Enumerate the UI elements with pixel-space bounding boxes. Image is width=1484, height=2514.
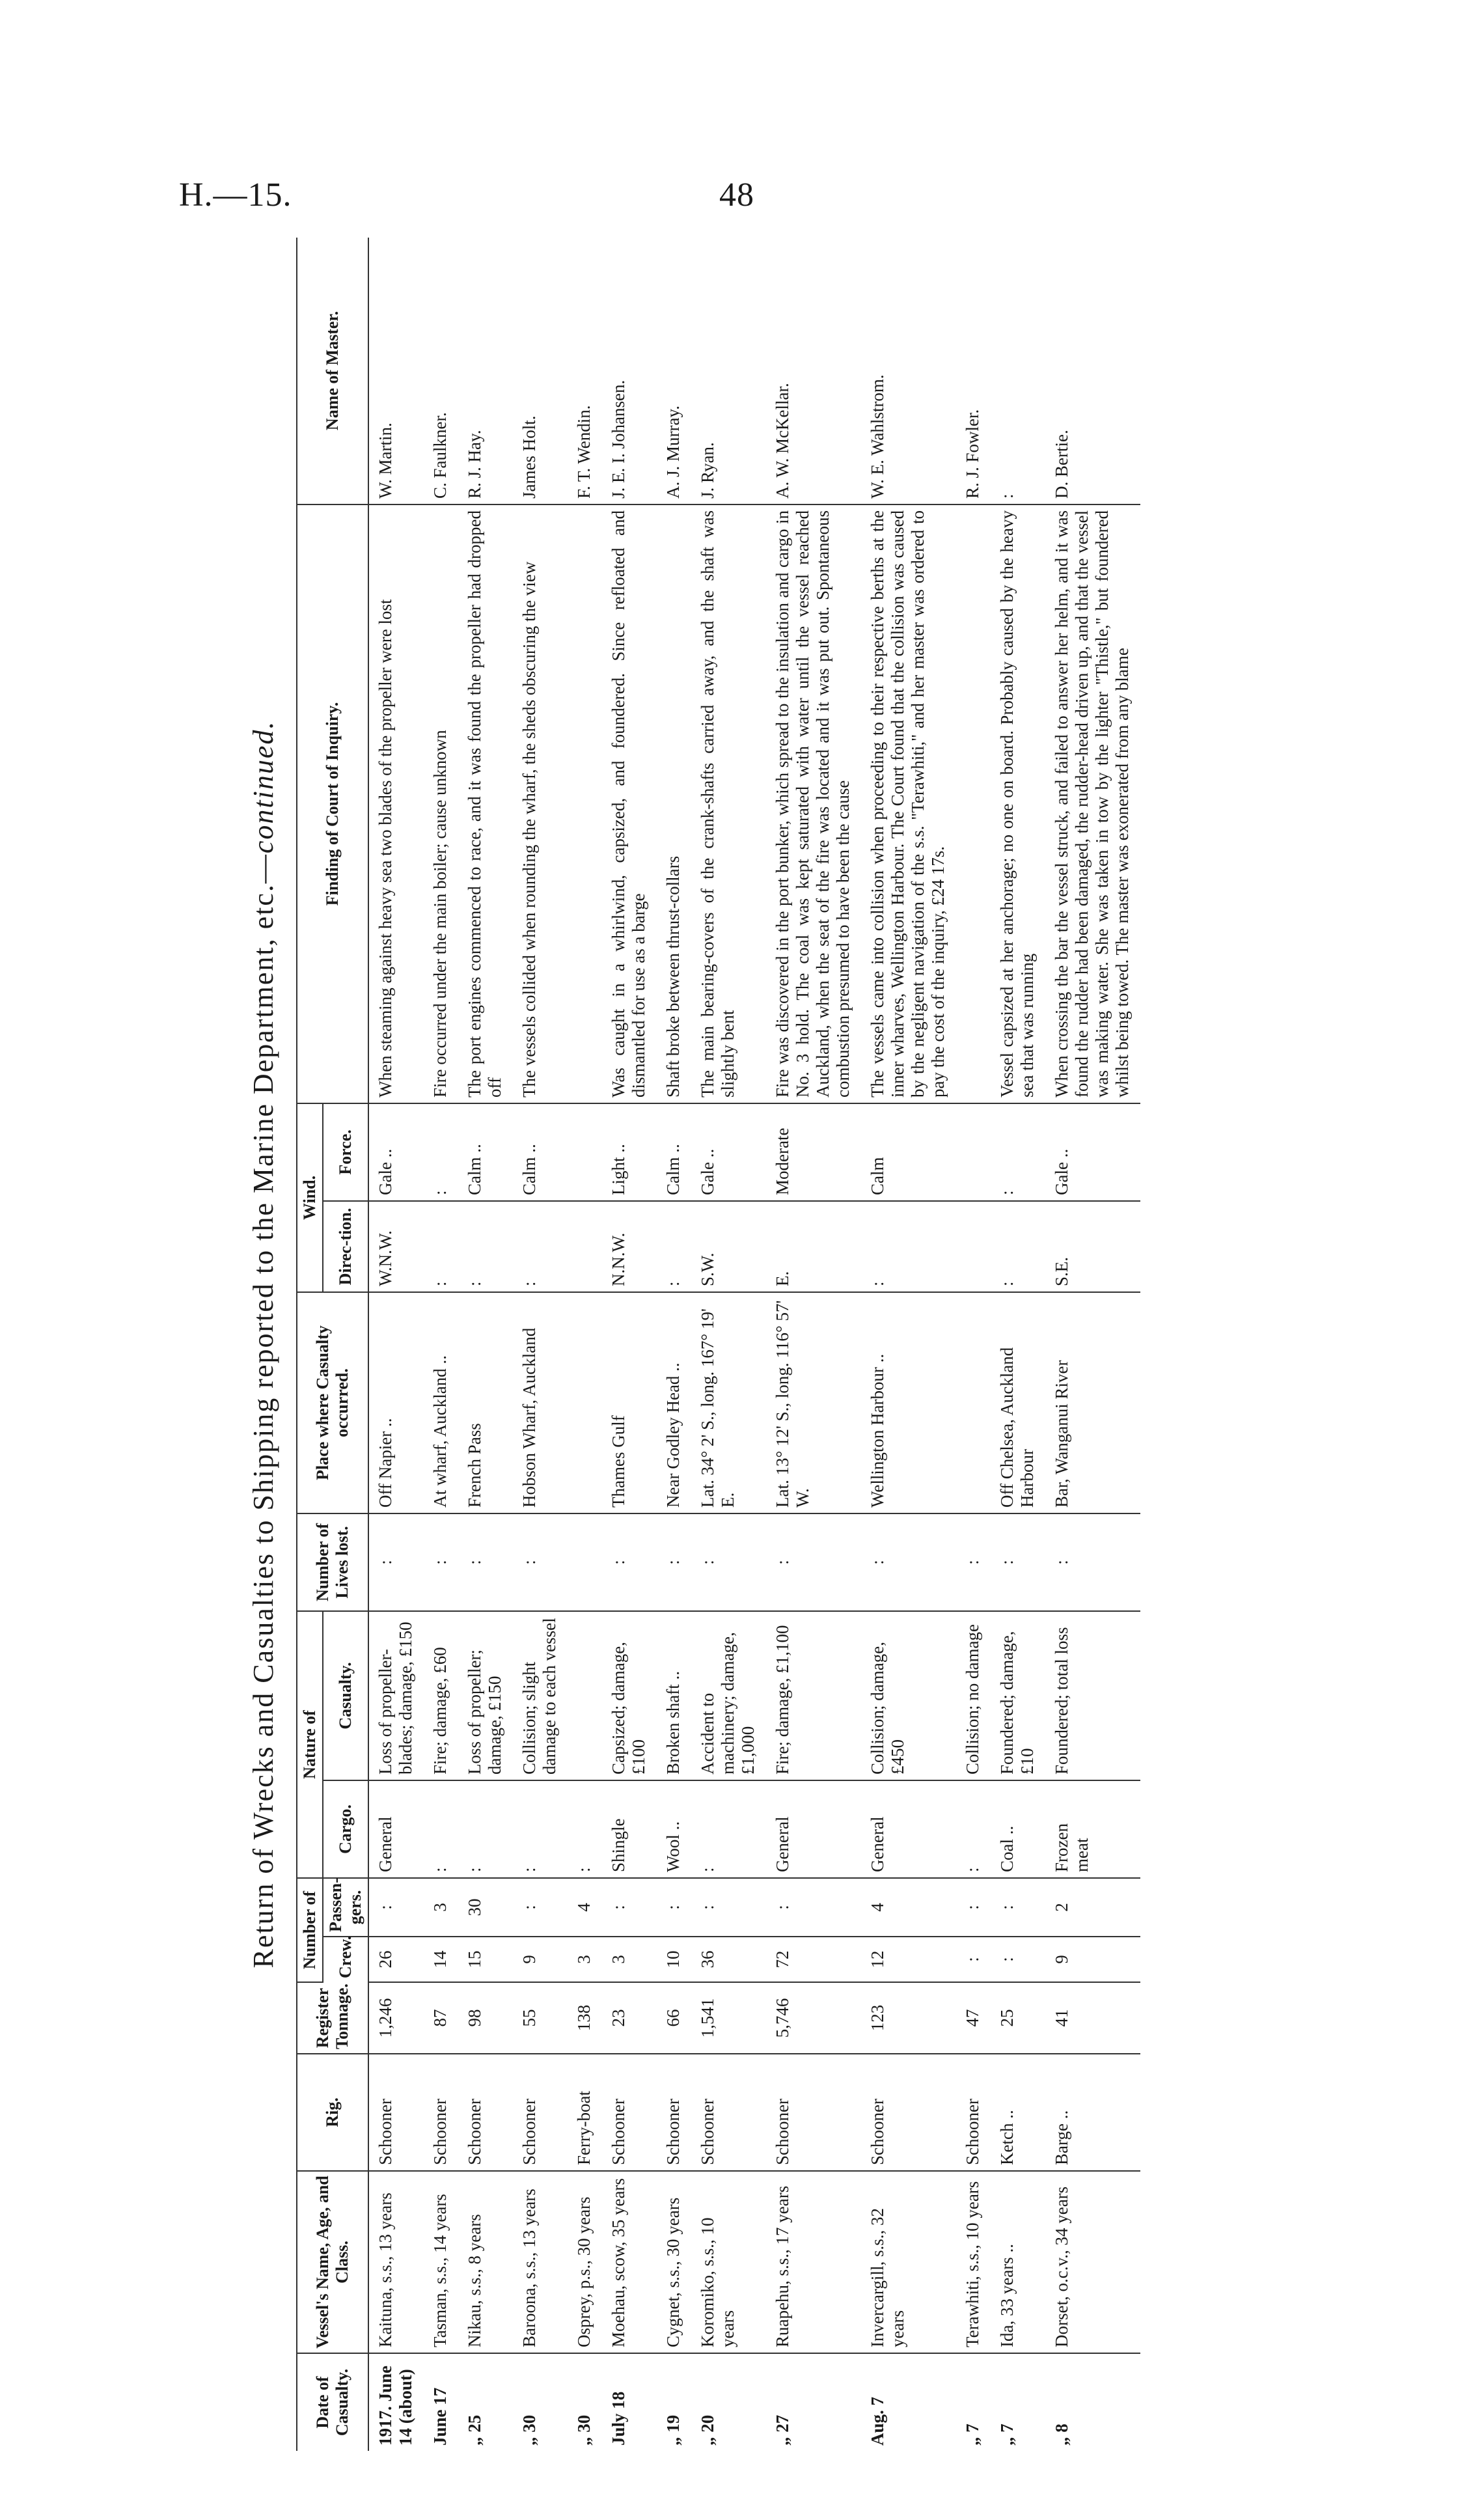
cell-place: Thames Gulf: [602, 1292, 657, 1513]
table-title: [231, 238, 296, 2451]
casualty-table: [296, 238, 1140, 2451]
cell-force: Calm ..: [513, 1103, 568, 1201]
header-date: Date of Casualty.: [297, 2353, 368, 2451]
header-casualty: Casualty.: [323, 1611, 368, 1780]
cell-tonnage: 23: [602, 1982, 657, 2054]
cell-crew: 26: [368, 1937, 424, 1982]
cell-lives-lost: :: [657, 1513, 691, 1611]
cell-date: „ 7: [997, 2424, 1017, 2446]
cell-rig: Schooner: [513, 2054, 568, 2171]
cell-master: R. J. Hay.: [458, 238, 513, 504]
cell-master: F. T. Wendin.: [568, 238, 602, 504]
cell-crew: 72: [766, 1937, 861, 1982]
cell-cargo: :: [458, 1780, 513, 1878]
header-crew: Crew.: [323, 1937, 368, 1982]
table-row: [956, 238, 991, 2451]
header-lives-lost: Number of Lives lost.: [297, 1513, 368, 1611]
cell-force: Gale ..: [368, 1103, 424, 1201]
cell-lives-lost: :: [766, 1513, 861, 1611]
table-row: [657, 238, 691, 2451]
cell-passengers: :: [513, 1878, 568, 1937]
cell-place: Hobson Wharf, Auckland: [513, 1292, 568, 1513]
cell-force: Calm ..: [657, 1103, 691, 1201]
cell-casualty: Collision; slight damage to each vessel: [513, 1611, 568, 1780]
cell-finding: [956, 504, 991, 1103]
table-row: [991, 238, 1045, 2451]
cell-casualty: Accident to machinery; damage, £1,000: [691, 1611, 766, 1780]
cell-master: :: [991, 238, 1045, 504]
header-force: Force.: [323, 1103, 368, 1201]
cell-master: R. J. Fowler.: [956, 238, 991, 504]
cell-rig: Schooner: [458, 2054, 513, 2171]
cell-crew: 3: [602, 1937, 657, 1982]
cell-tonnage: 41: [1045, 1982, 1140, 2054]
cell-crew: 10: [657, 1937, 691, 1982]
cell-place: French Pass: [458, 1292, 513, 1513]
cell-finding: When crossing the bar the vessel struck, and failed to answer her helm, and it was found the rudder had been damaged, the rudder-head driven up, and that the vessel was making water. She was taken in tow by the lighter "Thistle," but foundered whilst being towed. The master was exonerated from any blame: [1045, 504, 1140, 1103]
cell-direction: :: [424, 1201, 458, 1292]
cell-cargo: General: [368, 1780, 424, 1878]
cell-lives-lost: :: [691, 1513, 766, 1611]
cell-direction: W.N.W.: [368, 1201, 424, 1292]
cell-casualty: Foundered; total loss: [1045, 1611, 1140, 1780]
cell-lives-lost: :: [424, 1513, 458, 1611]
cell-master: J. Ryan.: [691, 238, 766, 504]
cell-crew: 9: [513, 1937, 568, 1982]
cell-tonnage: 66: [657, 1982, 691, 2054]
cell-crew: 12: [861, 1937, 956, 1982]
cell-finding: Vessel capsized at her anchorage; no one on board. Probably caused by the heavy sea that was running: [991, 504, 1045, 1103]
cell-direction: :: [513, 1201, 568, 1292]
page-reference: H.—15.: [179, 176, 292, 214]
cell-date: July 18: [609, 2391, 628, 2446]
cell-vessel: Moehau, scow, 35 years: [602, 2171, 657, 2353]
page-number: 48: [719, 176, 754, 214]
table-row: [691, 238, 766, 2451]
cell-tonnage: 5,746: [766, 1982, 861, 2054]
cell-passengers: :: [368, 1878, 424, 1937]
cell-vessel: Terawhiti, s.s., 10 years: [956, 2171, 991, 2353]
cell-cargo: :: [956, 1780, 991, 1878]
cell-vessel: Ruapehu, s.s., 17 years: [766, 2171, 861, 2353]
cell-cargo: :: [513, 1780, 568, 1878]
cell-date: „ 19: [663, 2414, 683, 2446]
cell-casualty: Fire; damage, £60: [424, 1611, 458, 1780]
cell-cargo: :: [691, 1780, 766, 1878]
cell-vessel: Koromiko, s.s., 10 years: [691, 2171, 766, 2353]
cell-crew: :: [956, 1937, 991, 1982]
header-cargo: Cargo.: [323, 1780, 368, 1878]
cell-tonnage: 98: [458, 1982, 513, 2054]
cell-force: Moderate: [766, 1103, 861, 1201]
cell-place: Lat. 13° 12' S., long. 116° 57' W.: [766, 1292, 861, 1513]
cell-date: „ 20: [698, 2414, 717, 2446]
cell-passengers: :: [691, 1878, 766, 1937]
table-title-suffix: continued.: [247, 720, 279, 854]
cell-date: „ 8: [1052, 2424, 1071, 2446]
cell-date: June 17: [430, 2387, 450, 2446]
cell-casualty: Broken shaft ..: [657, 1611, 691, 1780]
cell-master: W. Martin.: [368, 238, 424, 504]
cell-crew: 36: [691, 1937, 766, 1982]
cell-place: Bar, Wanganui River: [1045, 1292, 1140, 1513]
cell-place: [568, 1292, 602, 1513]
cell-tonnage: 123: [861, 1982, 956, 2054]
cell-direction: [956, 1201, 991, 1292]
cell-force: [956, 1103, 991, 1201]
cell-casualty: Loss of propeller; damage, £150: [458, 1611, 513, 1780]
cell-master: W. E. Wahlstrom.: [861, 238, 956, 504]
cell-date: „ 7: [963, 2424, 982, 2446]
cell-finding: The port engines commenced to race, and it was found the propeller had dropped off: [458, 504, 513, 1103]
table-row: [513, 238, 568, 2451]
table-row: [861, 238, 956, 2451]
cell-rig: Schooner: [424, 2054, 458, 2171]
cell-passengers: :: [991, 1878, 1045, 1937]
cell-date: „ 30: [519, 2414, 539, 2446]
cell-tonnage: 1,541: [691, 1982, 766, 2054]
cell-crew: 3: [568, 1937, 602, 1982]
cell-casualty: Collision; damage, £450: [861, 1611, 956, 1780]
cell-vessel: Tasman, s.s., 14 years: [424, 2171, 458, 2353]
header-tonnage: Register Tonnage.: [297, 1982, 368, 2054]
header-vessel: Vessel's Name, Age, and Class.: [297, 2171, 368, 2353]
header-master: Name of Master.: [297, 238, 368, 504]
cell-finding: Fire was discovered in the port bunker, which spread to the insulation and cargo in No. 3 hold. The coal was kept saturated with water until the vessel reached Auckland, when the seat of the fire was located and it was put out. Spontaneous combustion presumed to have been the cause: [766, 504, 861, 1103]
cell-vessel: Ida, 33 years ..: [991, 2171, 1045, 2353]
cell-rig: Ketch ..: [991, 2054, 1045, 2171]
header-nature-of: Nature of: [297, 1611, 323, 1878]
cell-direction: S.E.: [1045, 1201, 1140, 1292]
cell-crew: 14: [424, 1937, 458, 1982]
cell-direction: :: [991, 1201, 1045, 1292]
table-row: [458, 238, 513, 2451]
cell-force: Calm: [861, 1103, 956, 1201]
cell-cargo: General: [861, 1780, 956, 1878]
cell-force: :: [991, 1103, 1045, 1201]
cell-direction: [568, 1201, 602, 1292]
cell-rig: Schooner: [691, 2054, 766, 2171]
cell-passengers: :: [956, 1878, 991, 1937]
cell-rig: Schooner: [602, 2054, 657, 2171]
cell-date: „ 30: [574, 2414, 594, 2446]
table-row: [424, 238, 458, 2451]
cell-force: :: [424, 1103, 458, 1201]
cell-master: C. Faulkner.: [424, 238, 458, 504]
cell-direction: :: [861, 1201, 956, 1292]
header-passengers: Passen-gers.: [323, 1878, 368, 1937]
cell-rig: Ferry-boat: [568, 2054, 602, 2171]
cell-place: Lat. 34° 2' S., long. 167° 19' E.: [691, 1292, 766, 1513]
cell-force: Calm ..: [458, 1103, 513, 1201]
cell-casualty: Capsized; damage, £100: [602, 1611, 657, 1780]
cell-master: J. E. I. Johansen.: [602, 238, 657, 504]
cell-finding: The vessels collided when rounding the wharf, the sheds obscuring the view: [513, 504, 568, 1103]
cell-casualty: Foundered; damage, £10: [991, 1611, 1045, 1780]
cell-rig: Schooner: [766, 2054, 861, 2171]
cell-direction: E.: [766, 1201, 861, 1292]
cell-tonnage: 55: [513, 1982, 568, 2054]
cell-tonnage: 87: [424, 1982, 458, 2054]
cell-passengers: 30: [458, 1878, 513, 1937]
cell-casualty: Fire; damage, £1,100: [766, 1611, 861, 1780]
header-finding: Finding of Court of Inquiry.: [297, 504, 368, 1103]
cell-place: Wellington Harbour ..: [861, 1292, 956, 1513]
cell-date: „ 27: [773, 2414, 792, 2446]
cell-vessel: Nikau, s.s., 8 years: [458, 2171, 513, 2353]
cell-passengers: 4: [861, 1878, 956, 1937]
rotated-table-container: [231, 238, 1429, 2451]
cell-cargo: Shingle: [602, 1780, 657, 1878]
cell-crew: :: [991, 1937, 1045, 1982]
cell-passengers: 4: [568, 1878, 602, 1937]
cell-passengers: :: [766, 1878, 861, 1937]
cell-cargo: :: [568, 1780, 602, 1878]
cell-force: Gale ..: [691, 1103, 766, 1201]
table-row: [368, 238, 424, 2451]
cell-place: [956, 1292, 991, 1513]
cell-finding: The vessels came into collision when proceeding to their respective berths at the inner wharves, Wellington Harbour. The Court found that the collision was caused by the negligent navigation of the s.s. "Terawhiti," and her master was ordered to pay the cost of the inquiry, £24 17s.: [861, 504, 956, 1103]
cell-master: A. J. Murray.: [657, 238, 691, 504]
header-rig: Rig.: [297, 2054, 368, 2171]
cell-finding: When steaming against heavy sea two blades of the propeller were lost: [368, 504, 424, 1103]
table-row: [1045, 238, 1140, 2451]
cell-tonnage: 25: [991, 1982, 1045, 2054]
cell-finding: [568, 504, 602, 1103]
cell-master: James Holt.: [513, 238, 568, 504]
header-place: Place where Casualty occurred.: [297, 1292, 368, 1513]
cell-force: Gale ..: [1045, 1103, 1140, 1201]
cell-cargo: Wool ..: [657, 1780, 691, 1878]
cell-passengers: 2: [1045, 1878, 1140, 1937]
cell-rig: Schooner: [368, 2054, 424, 2171]
table-row: [568, 238, 602, 2451]
cell-finding: The main bearing-covers of the crank-shafts carried away, and the shaft was slightly bent: [691, 504, 766, 1103]
cell-crew: 9: [1045, 1937, 1140, 1982]
cell-place: Off Napier ..: [368, 1292, 424, 1513]
header-direction: Direc-tion.: [323, 1201, 368, 1292]
cell-vessel: Cygnet, s.s., 30 years: [657, 2171, 691, 2353]
cell-force: [568, 1103, 602, 1201]
cell-lives-lost: :: [458, 1513, 513, 1611]
table-title-text: Return of Wrecks and Casualties to Shipping reported to the Marine Department, etc.—: [247, 853, 279, 1968]
cell-casualty: [568, 1611, 602, 1780]
cell-passengers: 3: [424, 1878, 458, 1937]
cell-lives-lost: :: [513, 1513, 568, 1611]
cell-master: D. Bertie.: [1045, 238, 1140, 504]
cell-lives-lost: :: [1045, 1513, 1140, 1611]
cell-tonnage: 47: [956, 1982, 991, 2054]
cell-direction: :: [657, 1201, 691, 1292]
cell-master: A. W. McKellar.: [766, 238, 861, 504]
cell-tonnage: 1,246: [368, 1982, 424, 2054]
cell-cargo: Frozen meat: [1045, 1780, 1140, 1878]
cell-cargo: :: [424, 1780, 458, 1878]
cell-lives-lost: :: [602, 1513, 657, 1611]
cell-place: Off Chelsea, Auckland Harbour: [991, 1292, 1045, 1513]
cell-lives-lost: :: [991, 1513, 1045, 1611]
cell-finding: Shaft broke between thrust-collars: [657, 504, 691, 1103]
cell-crew: 15: [458, 1937, 513, 1982]
cell-vessel: Kaituna, s.s., 13 years: [368, 2171, 424, 2353]
cell-rig: Schooner: [956, 2054, 991, 2171]
cell-cargo: General: [766, 1780, 861, 1878]
header-number-of: Number of: [297, 1878, 323, 1982]
cell-lives-lost: :: [956, 1513, 991, 1611]
cell-direction: S.W.: [691, 1201, 766, 1292]
cell-rig: Schooner: [861, 2054, 956, 2171]
cell-date: Aug. 7: [868, 2396, 887, 2446]
cell-date: „ 25: [465, 2414, 484, 2446]
cell-direction: N.N.W.: [602, 1201, 657, 1292]
cell-rig: Barge ..: [1045, 2054, 1140, 2171]
cell-cargo: Coal ..: [991, 1780, 1045, 1878]
cell-tonnage: 138: [568, 1982, 602, 2054]
cell-force: Light ..: [602, 1103, 657, 1201]
cell-vessel: Dorset, o.c.v., 34 years: [1045, 2171, 1140, 2353]
cell-date: 1917. June 14 (about): [376, 2365, 415, 2446]
cell-place: At wharf, Auckland ..: [424, 1292, 458, 1513]
cell-place: Near Godley Head ..: [657, 1292, 691, 1513]
cell-casualty: Loss of propeller-blades; damage, £150: [368, 1611, 424, 1780]
cell-lives-lost: [568, 1513, 602, 1611]
cell-passengers: :: [602, 1878, 657, 1937]
cell-lives-lost: :: [861, 1513, 956, 1611]
cell-finding: Fire occurred under the main boiler; cause unknown: [424, 504, 458, 1103]
cell-vessel: Baroona, s.s., 13 years: [513, 2171, 568, 2353]
cell-vessel: Invercargill, s.s., 32 years: [861, 2171, 956, 2353]
cell-finding: Was caught in a whirlwind, capsized, and foundered. Since refloated and dismantled for use as a barge: [602, 504, 657, 1103]
cell-direction: :: [458, 1201, 513, 1292]
table-row: [602, 238, 657, 2451]
cell-lives-lost: :: [368, 1513, 424, 1611]
cell-rig: Schooner: [657, 2054, 691, 2171]
cell-passengers: :: [657, 1878, 691, 1937]
header-wind: Wind.: [297, 1103, 323, 1292]
table-row: [766, 238, 861, 2451]
cell-casualty: Collision; no damage: [956, 1611, 991, 1780]
cell-vessel: Osprey, p.s., 30 years: [568, 2171, 602, 2353]
